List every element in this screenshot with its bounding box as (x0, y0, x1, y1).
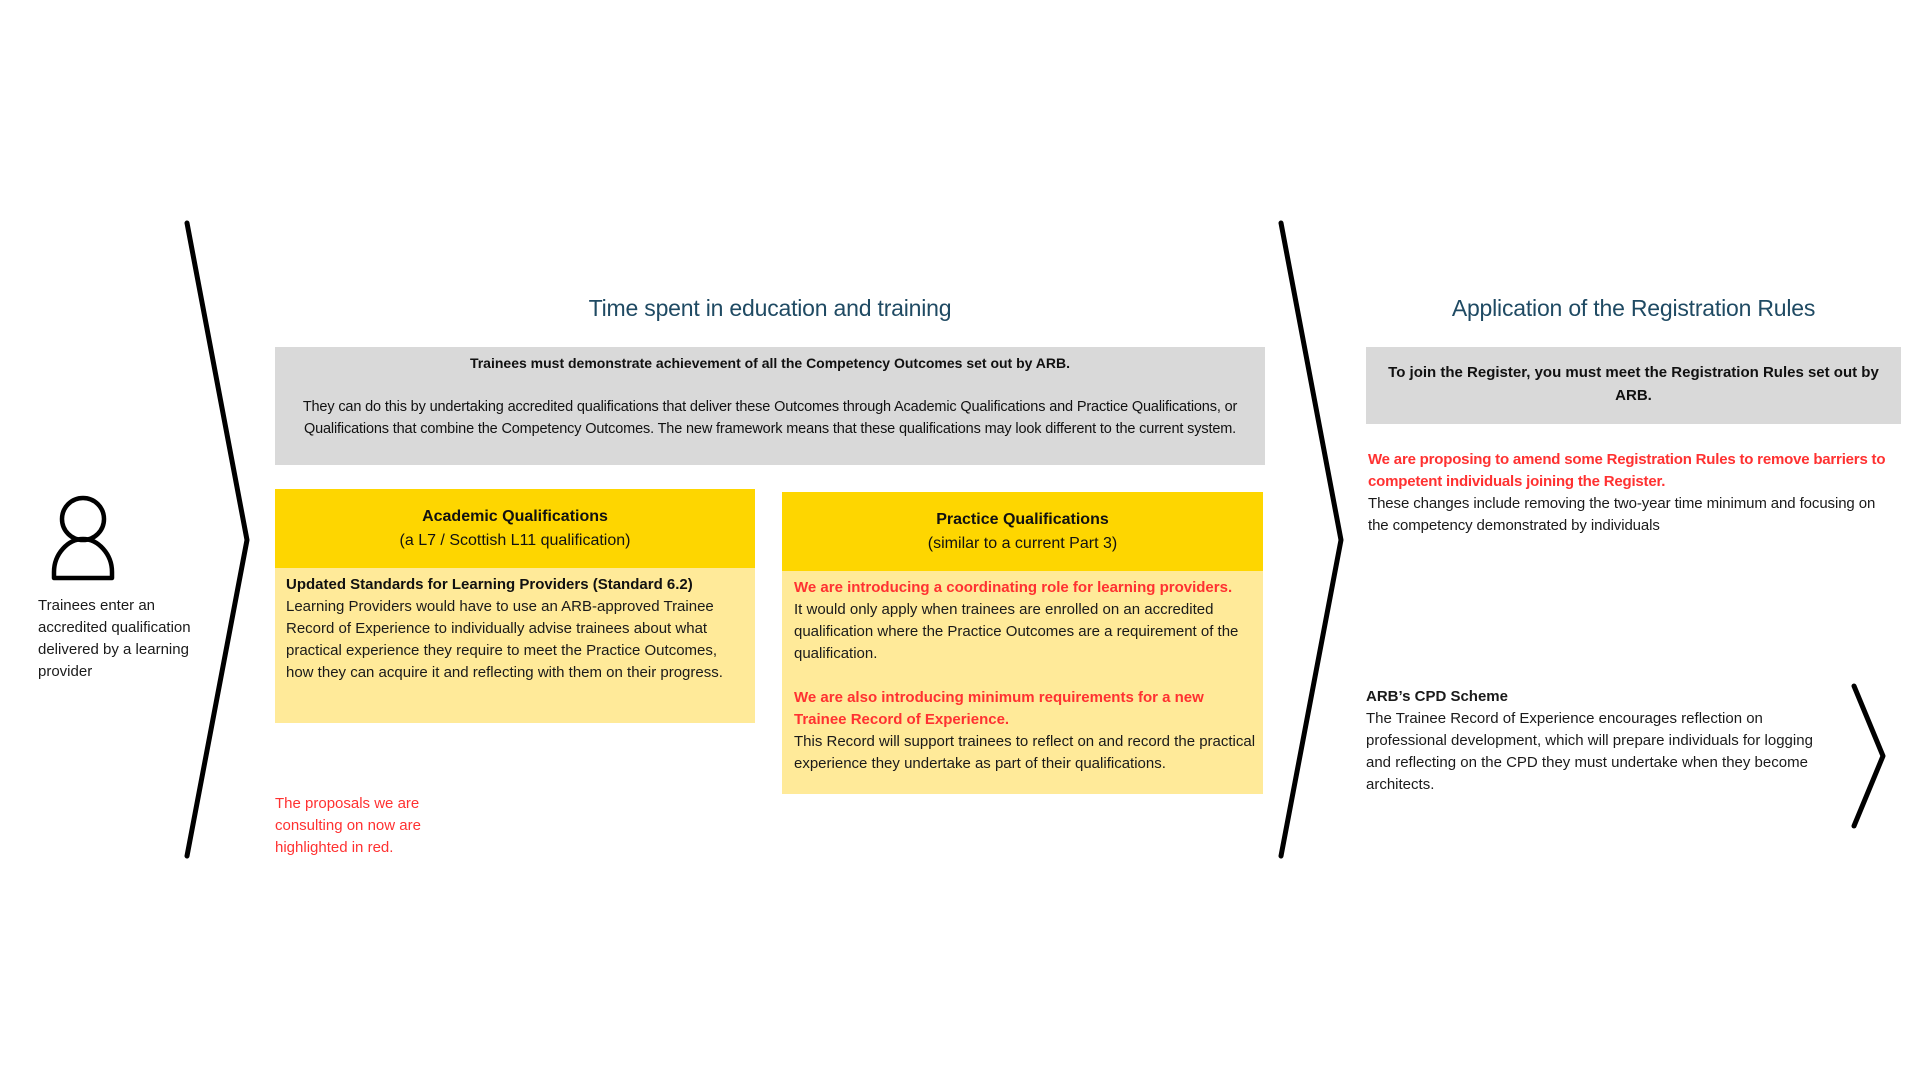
coordinating-role-proposal: We are introducing a coordinating role for learning providers. (794, 579, 1233, 596)
cpd-scheme-block (1366, 686, 1841, 796)
cpd-scheme-heading: ARB’s CPD Scheme (1366, 688, 1508, 705)
record-of-experience-text: This Record will support trainees to reflect on and record the practical experience they undertake as part of their qualifications. (794, 733, 1256, 772)
registration-rules-proposal-lead: We are proposing to amend some Registration Rules to remove barriers to competent individuals joining the Register. (1368, 451, 1886, 490)
record-of-experience-proposal: We are also introducing minimum requirements for a new Trainee Record of Experience. (794, 689, 1204, 728)
competency-intro-box (275, 347, 1265, 465)
academic-qualifications-card (275, 489, 755, 723)
chevron-right-icon (1854, 686, 1883, 826)
registration-rules-proposal-body: These changes include removing the two-year time minimum and focusing on the competency demonstrated by individuals (1368, 495, 1876, 534)
practice-qualifications-header (782, 492, 1263, 571)
registration-rules-proposal (1368, 449, 1898, 537)
registration-intro-box: To join the Register, you must meet the Registration Rules set out by ARB. (1366, 347, 1901, 424)
academic-qualifications-header (275, 489, 755, 568)
academic-qualifications-title: Academic Qualifications (422, 508, 608, 525)
registration-section-title: Application of the Registration Rules (1451, 295, 1816, 321)
practice-qualifications-card (782, 492, 1263, 794)
practice-qualifications-subtitle: (similar to a current Part 3) (927, 535, 1118, 552)
red-highlight-legend-note: The proposals we are consulting on now are highlighted in red. (275, 795, 421, 856)
education-section-title: Time spent in education and training (588, 295, 952, 321)
spacer (289, 374, 1251, 396)
coordinating-role-text: It would only apply when trainees are enrolled on an accredited qualification where the Practice Outcomes are a requirement of the qualification. (794, 601, 1239, 662)
competency-intro-body: They can do this by undertaking accredited qualifications that deliver these Outcomes through Academic Qualifications and Practice Qualifications, or Qualifications that combine the Competency Outcomes. The new framework means that these qualifications may look different to the current system. (302, 399, 1238, 437)
competency-intro-lead: Trainees must demonstrate achievement of all the Competency Outcomes set out by ARB. (469, 355, 1071, 371)
standard-6-2-text: Learning Providers would have to use an ARB-approved Trainee Record of Experience to individually advise trainees about what practical experience they require to meet the Practice Outcomes, how they can acquire it and reflecting with them on their progress. (286, 598, 723, 681)
academic-qualifications-subtitle: (a L7 / Scottish L11 qualification) (399, 532, 631, 549)
practice-qualifications-title: Practice Qualifications (936, 511, 1109, 528)
chevron-right-icon (1281, 223, 1341, 856)
practice-qualifications-body (782, 571, 1263, 775)
spacer (794, 665, 1259, 687)
academic-qualifications-body (275, 568, 755, 684)
chevron-right-icon (187, 223, 247, 856)
person-outline-icon (48, 494, 134, 584)
cpd-scheme-text: The Trainee Record of Experience encourages reflection on professional development, which will prepare individuals for logging and reflecting on the CPD they must undertake when they become architects. (1366, 710, 1813, 793)
trainee-entry-caption: Trainees enter an accredited qualification delivered by a learning provider (38, 597, 191, 680)
standard-6-2-heading: Updated Standards for Learning Providers (Standard 6.2) (286, 576, 693, 593)
